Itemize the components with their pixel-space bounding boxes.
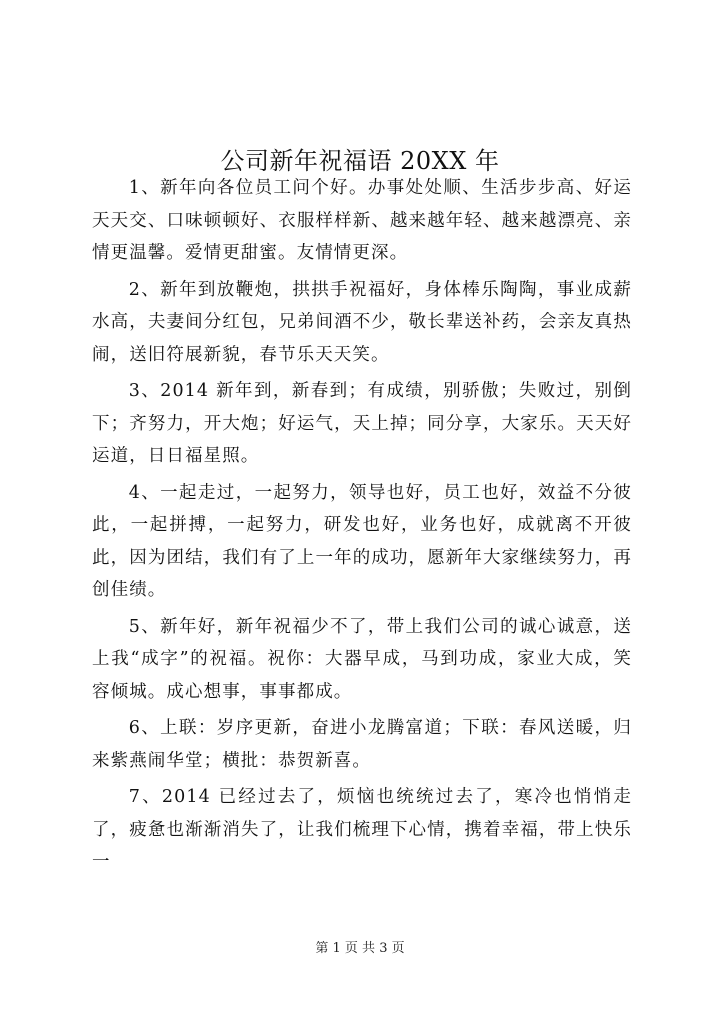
paragraph-2: 2、新年到放鞭炮，拱拱手祝福好，身体棒乐陶陶，事业成薪水高，夫妻间分红包，兄弟间酒不少，敬长辈送补药，会亲友真热闹，送旧符展新貌，春节乐天天笑。 <box>92 279 632 365</box>
page-indicator: 第 1 页 共 3 页 <box>315 941 405 956</box>
paragraph-5: 5、新年好，新年祝福少不了，带上我们公司的诚心诚意，送上我“成字”的祝福。祝你：大器早成，马到功成，家业大成，笑容倾城。成心想事，事事都成。 <box>92 616 632 702</box>
paragraph-7: 7、2014 已经过去了，烦恼也统统过去了，寒冷也悄悄走了，疲惫也渐渐消失了，让我们梳理下心情，携着幸福，带上快乐一 <box>92 787 632 872</box>
paragraph-6: 6、上联：岁序更新，奋进小龙腾富道；下联：春风送暖，归来紫燕闹华堂；横批：恭贺新喜。 <box>92 718 632 771</box>
paragraph-3: 3、2014 新年到，新春到；有成绩，别骄傲；失败过，别倒下；齐努力，开大炮；好运气，天上掉；同分享，大家乐。天天好运道，日日福星照。 <box>92 381 632 466</box>
paragraph-4: 4、一起走过，一起努力，领导也好，员工也好，效益不分彼此，一起拼搏，一起努力，研发也好，业务也好，成就离不开彼此，因为团结，我们有了上一年的成功，愿新年大家继续努力，再创佳绩。 <box>92 482 632 600</box>
document-body <box>92 172 632 883</box>
paragraph-1: 1、新年向各位员工问个好。办事处处顺、生活步步高、好运天天交、口味顿顿好、衣服样样新、越来越年轻、越来越漂亮、亲情更温馨。爱情更甜蜜。友情情更深。 <box>92 178 632 263</box>
document-title: 公司新年祝福语 20XX 年 <box>220 147 500 176</box>
